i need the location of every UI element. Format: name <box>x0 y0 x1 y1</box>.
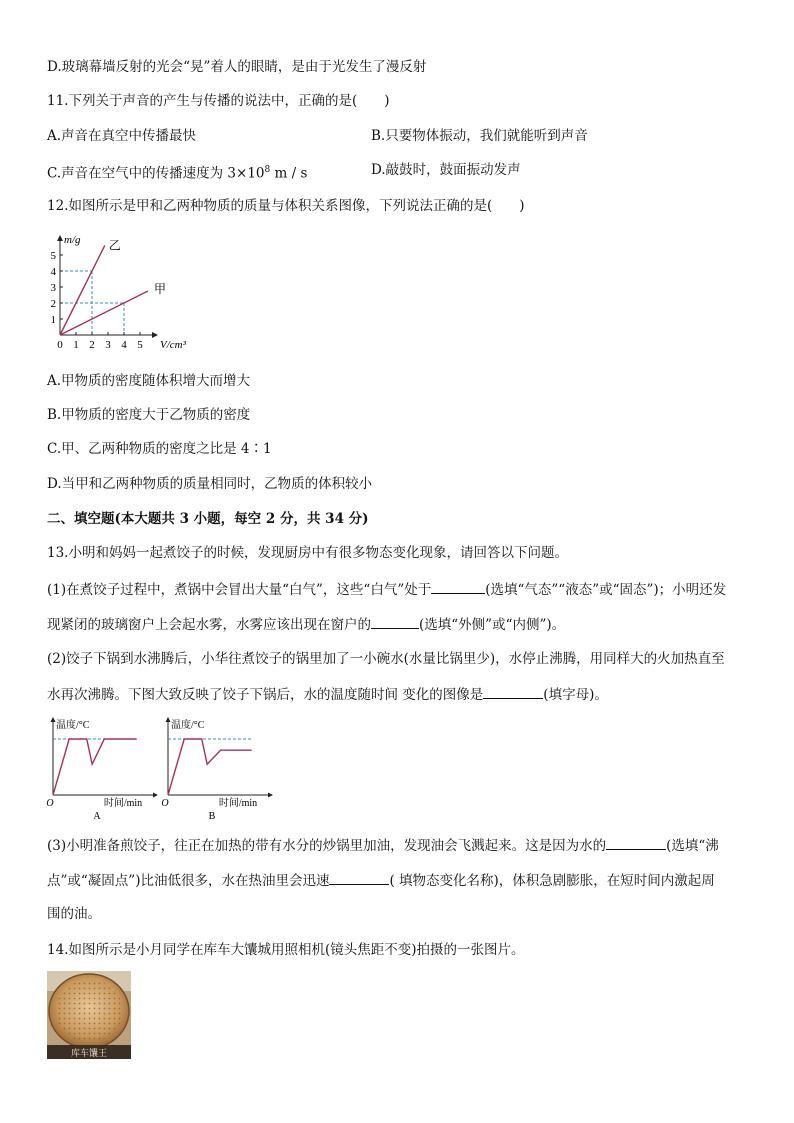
y-tick-label: 3 <box>50 282 56 294</box>
question-11: 11.下列关于声音的产生与传播的说法中，正确的是( ) <box>47 93 390 109</box>
question-13-2-line1: (2)饺子下锅到水沸腾后，小华往煮饺子的锅里加了一小碗水(水量比锅里少)，水停止沸腾，用同样大的火加热直至 <box>47 651 725 667</box>
question-13-1-line2 <box>47 615 565 634</box>
option-11c <box>47 161 307 183</box>
q13-1-text-b: (选填“气态”“液态”或“固态”)；小明还发 <box>485 582 727 598</box>
question-12: 12.如图所示是甲和乙两种物质的质量与体积关系图像，下列说法正确的是( ) <box>47 198 525 214</box>
temperature-axis-arrow <box>166 717 171 722</box>
x-tick-label: 5 <box>137 339 143 351</box>
x-axis-label: V/cm³ <box>160 339 186 351</box>
answer-blank-3[interactable] <box>483 685 543 699</box>
q13-2-text-a: 水再次沸腾。下图大致反映了饺子下锅后，水的温度随时间 变化的图像是 <box>47 687 484 703</box>
series-line-jia <box>60 291 148 335</box>
option-11c-unit: m / s <box>270 165 308 182</box>
x-tick-label: 1 <box>73 339 79 351</box>
x-axis-label: 时间/min <box>103 798 143 809</box>
section-2-heading: 二、填空题(本大题共 3 小题，每空 2 分，共 34 分) <box>47 511 369 527</box>
option-12b: B.甲物质的密度大于乙物质的密度 <box>47 407 251 423</box>
temperature-curve <box>168 739 252 795</box>
y-tick-label: 5 <box>50 250 56 262</box>
y-axis-label: m/g <box>64 234 81 246</box>
option-10d: D.玻璃幕墙反射的光会“晃”着人的眼睛，是由于光发生了漫反射 <box>47 59 427 75</box>
x-tick-label: 4 <box>121 339 127 351</box>
y-tick-label: 4 <box>50 266 56 278</box>
question-13-1-line1 <box>47 580 726 599</box>
answer-blank-1[interactable] <box>431 580 485 594</box>
q13-3-text-d: ( 填物态变化名称)，体积急剧膨胀，在短时间内激起周 <box>389 873 715 889</box>
option-11c-text: C.声音在空气中的传播速度为 3×10 <box>47 165 265 182</box>
q13-3-text-c: 点”或“凝固点”)比油低很多，水在热油里会迅速 <box>47 873 330 889</box>
q13-1-text-a: (1)在煮饺子过程中，煮锅中会冒出大量“白气”，这些“白气”处于 <box>47 582 432 598</box>
answer-blank-5[interactable] <box>329 871 389 885</box>
x-axis-arrow <box>152 332 158 338</box>
temperature-graph-b <box>158 714 276 822</box>
question-13: 13.小明和妈妈一起煮饺子的时候，发现厨房中有很多物态变化现象，请回答以下问题。 <box>47 545 568 561</box>
option-12d: D.当甲和乙两种物质的质量相同时，乙物质的体积较小 <box>47 476 373 492</box>
x-tick-label: 3 <box>105 339 111 351</box>
temperature-curve <box>53 739 137 795</box>
x-tick-label: 0 <box>57 339 63 351</box>
answer-blank-4[interactable] <box>606 836 666 850</box>
graph-label: B <box>208 811 216 822</box>
question-13-3-line1 <box>47 836 719 855</box>
answer-blank-2[interactable] <box>371 615 419 629</box>
temperature-graph-a <box>43 714 161 822</box>
x-axis-label: 时间/min <box>218 798 258 809</box>
q13-2-text-b: (填字母)。 <box>543 687 608 703</box>
option-11a: A.声音在真空中传播最快 <box>47 128 197 144</box>
x-tick-label: 2 <box>89 339 95 351</box>
question-13-3-line2 <box>47 871 715 890</box>
option-11d: D.敲鼓时，鼓面振动发声 <box>371 162 521 178</box>
y-tick-label: 1 <box>50 314 56 326</box>
question-13-2-line2 <box>47 685 608 704</box>
photo-caption: 库车馕王 <box>70 1048 108 1058</box>
y-axis-label: 温度/°C <box>171 720 205 731</box>
option-12c: C.甲、乙两种物质的密度之比是 4∶1 <box>47 441 272 457</box>
option-12a: A.甲物质的密度随体积增大而增大 <box>47 373 251 389</box>
y-axis-label: 温度/°C <box>56 720 90 731</box>
series-label: 甲 <box>154 282 167 296</box>
origin-label: O <box>161 798 169 809</box>
time-axis-arrow <box>268 793 273 798</box>
naan-photo <box>47 971 131 1059</box>
q13-1-text-d: (选填“外侧”或“内侧”)。 <box>419 617 566 633</box>
mass-volume-chart <box>40 226 200 356</box>
question-13-3-line3: 围的油。 <box>47 906 101 922</box>
question-14: 14.如图所示是小月同学在库车大馕城用照相机(镜头焦距不变)拍摄的一张图片。 <box>47 942 525 958</box>
y-axis-arrow <box>57 235 63 241</box>
origin-label: O <box>46 798 54 809</box>
q13-3-text-b: (选填“沸 <box>666 838 719 854</box>
graph-label: A <box>93 811 101 822</box>
option-11c-exponent: 8 <box>264 165 271 175</box>
q13-1-text-c: 现紧闭的玻璃窗户上会起水雾，水雾应该出现在窗户的 <box>47 617 371 633</box>
option-11b: B.只要物体振动，我们就能听到声音 <box>371 128 588 144</box>
temperature-axis-arrow <box>51 717 56 722</box>
y-tick-label: 2 <box>50 298 56 310</box>
series-label: 乙 <box>108 238 121 253</box>
series-line-yi <box>60 245 105 335</box>
q13-3-text-a: (3)小明准备煎饺子，往正在加热的带有水分的炒锅里加油，发现油会飞溅起来。这是因为水的 <box>47 838 607 854</box>
